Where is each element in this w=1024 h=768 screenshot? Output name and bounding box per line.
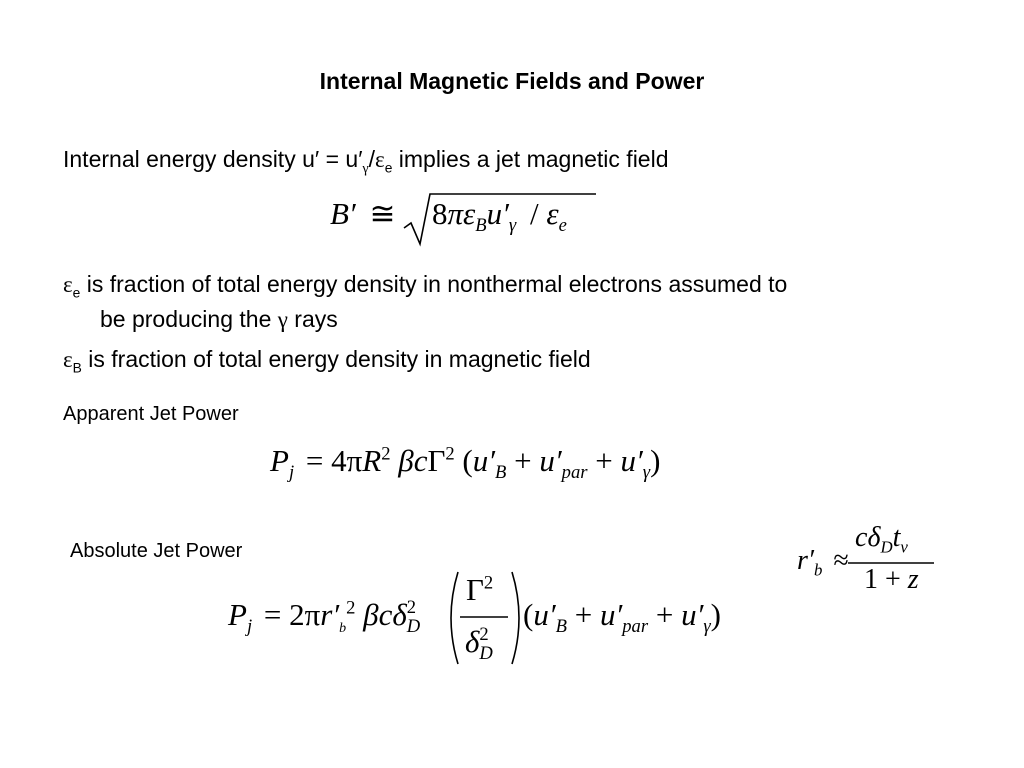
e-subscript: e <box>384 160 393 176</box>
r-prime: r′ <box>320 597 340 632</box>
plus-sign: + <box>514 443 532 478</box>
sub-d: D <box>479 642 493 664</box>
energy-density-line <box>63 145 669 183</box>
epsilon-e-definition <box>63 270 787 308</box>
sub-v: v <box>900 537 908 557</box>
sub-b: b <box>339 621 347 637</box>
u-prime: u′ <box>681 597 704 632</box>
absolute-power-equation-right <box>523 597 721 638</box>
slash: / <box>368 146 376 172</box>
u-prime: u′ <box>539 443 562 478</box>
u-prime-gamma: u′ <box>486 196 509 231</box>
u-prime: u′ <box>533 597 556 632</box>
u-prime: u′ <box>620 443 643 478</box>
p-symbol: P <box>270 443 289 478</box>
sub-b: B <box>495 462 507 484</box>
epsilon-e-definition-cont <box>100 305 338 334</box>
sub-e: e <box>558 215 567 237</box>
beta-symbol: β <box>398 443 414 478</box>
b-prime: B′ <box>330 196 356 231</box>
rays-text: rays <box>287 306 338 332</box>
sub-gamma: γ <box>508 215 517 237</box>
superscript-two: 2 <box>406 597 417 619</box>
definition-text-cont: be producing the <box>100 306 278 332</box>
sub-gamma: γ <box>642 462 651 484</box>
plus-sign: + <box>574 597 593 632</box>
absolute-jet-power-label: Absolute Jet Power <box>70 540 243 562</box>
sub-j: j <box>246 616 253 638</box>
pi-symbol: π <box>447 196 464 231</box>
p-symbol: P <box>228 597 247 632</box>
epsilon-symbol: ε <box>63 347 73 372</box>
blob-radius-numerator <box>855 522 908 558</box>
beta-symbol: β <box>363 597 379 632</box>
z-symbol: z <box>907 564 919 595</box>
definition-text: is fraction of total energy density in magnetic field <box>81 346 591 372</box>
u-prime: u′ <box>599 597 623 632</box>
approx-sign: ≈ <box>833 545 849 576</box>
gamma-capital: Γ <box>427 443 446 478</box>
t-symbol: t <box>892 522 901 553</box>
apparent-jet-power-label: Apparent Jet Power <box>63 403 239 425</box>
sub-d: D <box>406 615 421 637</box>
sub-par: par <box>622 616 649 638</box>
blob-radius-equation-lhs <box>797 545 849 581</box>
sqrt-radicand <box>432 196 567 237</box>
definition-text: is fraction of total energy density in nonthermal electrons assumed to <box>80 271 788 297</box>
superscript-two: 2 <box>445 443 455 465</box>
sub-par: par <box>561 462 588 484</box>
fraction-numerator <box>466 572 493 608</box>
superscript-two: 2 <box>483 572 494 594</box>
paren-close: ) <box>710 597 721 632</box>
fraction-bar <box>460 615 510 619</box>
delta-symbol: δ <box>392 597 407 632</box>
plus-sign: + <box>595 443 613 478</box>
one-plus: 1 + <box>864 564 908 595</box>
sub-j: j <box>288 462 295 484</box>
paren-close: ) <box>650 443 661 478</box>
delta-symbol: δ <box>867 522 881 553</box>
slide-title: Internal Magnetic Fields and Power <box>319 68 705 94</box>
sub-b: B <box>475 215 487 237</box>
epsilon-b: ε <box>463 196 476 231</box>
sub-gamma: γ <box>703 616 711 638</box>
sub-b: B <box>555 616 567 638</box>
gamma-subscript: γ <box>362 160 369 176</box>
equals-4pi: = 4π <box>305 443 363 478</box>
gamma-symbol: γ <box>277 307 288 332</box>
b-subscript: B <box>72 360 82 376</box>
r-symbol: R <box>362 443 382 478</box>
delta-symbol: δ <box>465 624 480 659</box>
absolute-power-equation-left <box>228 597 420 638</box>
c-symbol: c <box>855 522 868 553</box>
energy-density-text: Internal energy density u′ = u′ <box>63 146 363 172</box>
c-symbol: c <box>378 597 393 632</box>
epsilon-symbol: ε <box>63 272 73 297</box>
r-prime: r′ <box>797 545 815 576</box>
epsilon-e: ε <box>546 196 559 231</box>
number-eight: 8 <box>432 196 448 231</box>
plus-sign: + <box>655 597 674 632</box>
divide-slash: / <box>529 196 539 231</box>
paren-open: ( <box>523 597 534 632</box>
equals-2pi: = 2π <box>263 597 321 632</box>
c-symbol: c <box>413 443 428 478</box>
paren-open: ( <box>462 443 473 478</box>
u-prime: u′ <box>472 443 496 478</box>
energy-density-text-end: implies a jet magnetic field <box>392 146 669 172</box>
epsilon-b-definition <box>63 345 591 383</box>
gamma-capital: Γ <box>466 572 484 607</box>
superscript-two: 2 <box>479 624 489 646</box>
sub-b: b <box>814 560 823 580</box>
blob-radius-denominator <box>864 564 919 596</box>
apparent-power-equation <box>270 443 660 484</box>
magnetic-field-equation <box>330 196 401 232</box>
e-subscript: e <box>72 285 81 301</box>
superscript-two: 2 <box>381 443 391 465</box>
sub-d: D <box>880 537 893 557</box>
superscript-two: 2 <box>346 597 356 619</box>
approx-equal-sign: ≅ <box>369 196 396 231</box>
fraction-denominator <box>465 624 493 663</box>
epsilon-symbol: ε <box>375 147 385 172</box>
